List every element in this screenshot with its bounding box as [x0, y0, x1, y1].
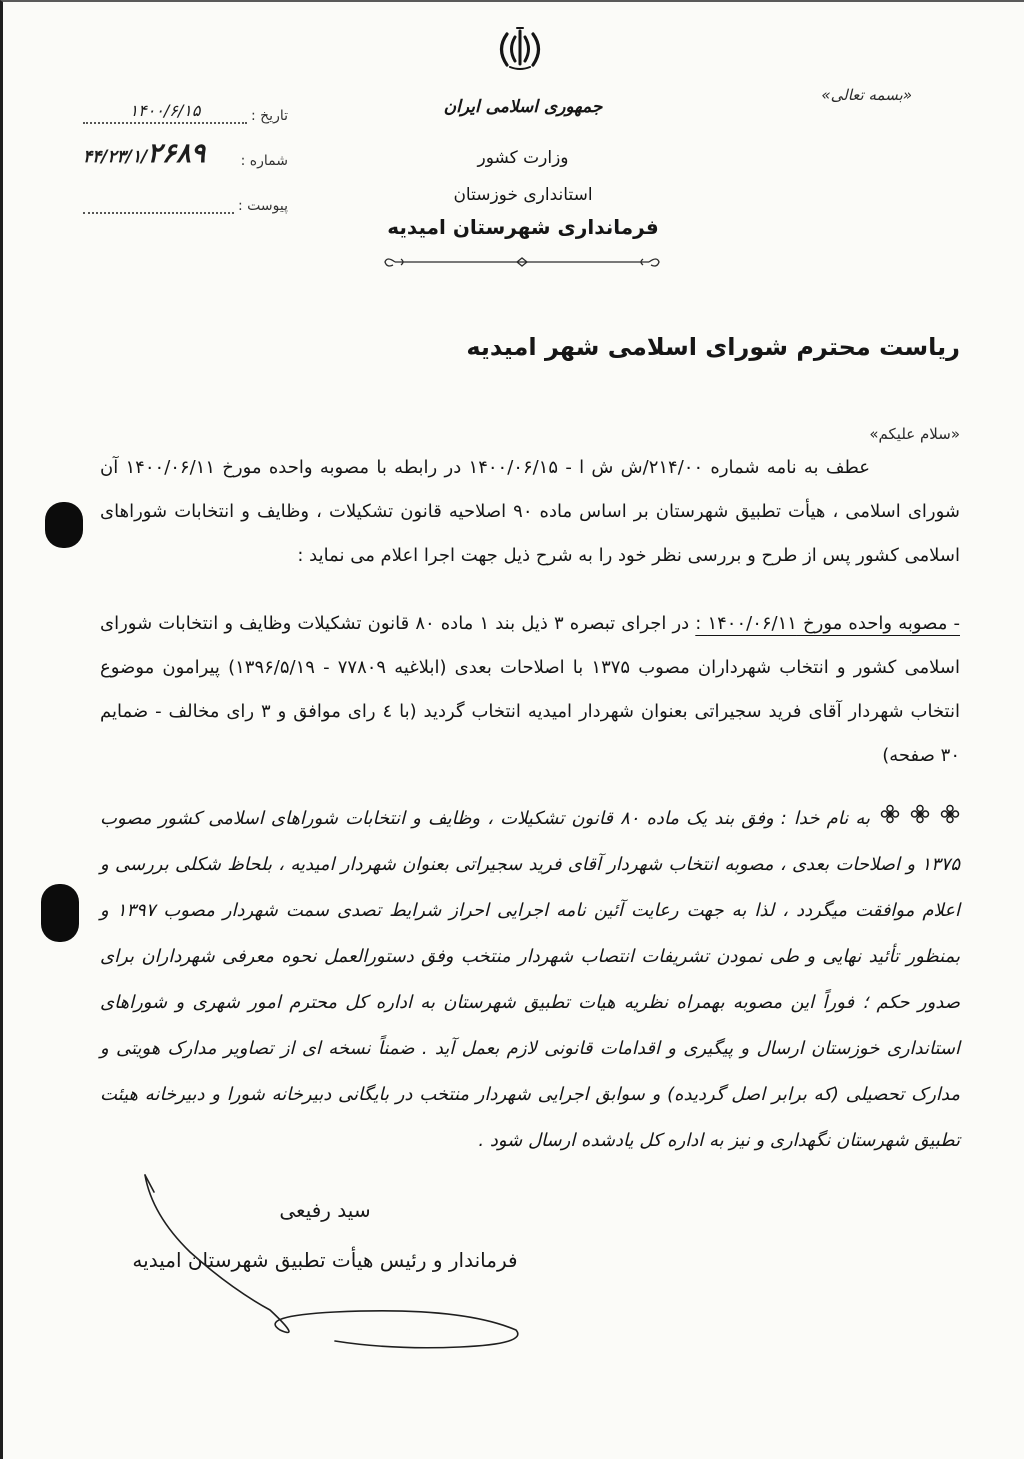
county-office: فرمانداری شهرستان امیدیه: [387, 215, 659, 239]
country-name: جمهوری اسلامی ایران: [443, 97, 603, 117]
header-divider: [381, 254, 663, 270]
punch-hole: [41, 884, 79, 942]
number-value: ۲۶۸۹: [147, 138, 206, 169]
resolution-text: در اجرای تبصره ۳ ذیل بند ۱ ماده ۸۰ قانون تشکیلات وظایف و انتخابات شورای اسلامی کشور و انتخاب شهرداران مصوب ۱۳۷۵ با اصلاحات بعدی (ابلاغیه ۷۷۸۰۹ - ۱۳۹۶/۵/۱۹) پیرامون موضوع انتخاب شهردار آقای فرید سجیراتی بعنوان شهردار امیدیه انتخاب گردید (با ٤ رای موافق و ۳ رای مخالف - ضمایم ۳۰ صفحه): [100, 613, 961, 766]
number-row: [83, 138, 288, 169]
paragraph-reference: عطف به نامه شماره ۲۱۴/۰۰/ش ش ا - ۱۴۰۰/۰۶/۱۵ در رابطه با مصوبه واحده مورخ ۱۴۰۰/۰۶/۱۱ آن شورای اسلامی ، هیأت تطبیق شهرستان بر اساس ماده ۹۰ اصلاحیه قانون تشکیلات ، وظایف و انتخابات شوراهای اسلامی کشور پس از طرح و بررسی نظر خود را به شرح ذیل جهت اجرا اعلام می نماید :: [100, 457, 960, 566]
signer-title: فرماندار و رئیس هیأت تطبیق شهرستان امیدیه: [132, 1248, 518, 1272]
date-field: [83, 100, 247, 124]
number-field: [83, 138, 237, 169]
paragraph-ruling: [100, 796, 960, 1164]
flower-icon: [880, 796, 900, 842]
attachment-row: [83, 190, 288, 214]
letter-meta: [83, 94, 288, 224]
flower-icon: [910, 796, 930, 842]
greeting-line: «سلام علیکم»: [869, 425, 960, 443]
attachment-label: پیوست :: [238, 198, 288, 214]
handwritten-signature: [130, 1170, 560, 1355]
recipient-line: ریاست محترم شورای اسلامی شهر امیدیه: [466, 333, 960, 361]
punch-hole: [45, 502, 83, 548]
attachment-field: [83, 190, 234, 214]
number-prefix: ۴۴/۲۳/۱/: [83, 147, 148, 167]
iran-emblem-icon: [495, 24, 545, 72]
date-row: [83, 100, 288, 124]
paragraph-resolution: [100, 602, 960, 778]
signer-name: سید رفیعی: [279, 1198, 371, 1222]
flower-icon: [940, 796, 960, 842]
signature-block: [100, 1190, 550, 1280]
ruling-text: به نام خدا : وفق بند یک ماده ۸۰ قانون تشکیلات ، وظایف و انتخابات شوراهای اسلامی کشور مصوب ۱۳۷۵ و اصلاحات بعدی ، مصوبه انتخاب شهردار آقای فرید سجیراتی بعنوان شهردار امیدیه ، بلحاظ شکلی بررسی و اعلام موافقت میگردد ، لذا به جهت رعایت آئین نامه اجرایی احراز شرایط تصدی سمت شهردار مصوب ۱۳۹۷ و بمنظور تأئید نهایی و طی نمودن تشریفات انتصاب شهردار منتخب وفق دستورالعمل نحوه معرفی شهرداران برای صدور حکم ؛ فوراً این مصوبه بهمراه نظریه هیات تطبیق شهرستان به اداره کل محترم امور شهری و شوراهای استانداری خوزستان ارسال و پیگیری و اقدامات قانونی لازم بعمل آید . ضمناً نسخه ای از تصاویر مدارک هویتی و مدارک تحصیلی (که برابر اصل گردیده) و سوابق اجرایی شهردار منتخب در بایگانی دبیرخانه شورا و دبیرخانه هیئت تطبیق شهرستان نگهداری و نیز به اداره کل یادشده ارسال شود .: [100, 808, 960, 1151]
letter-body: [100, 327, 960, 1280]
number-label: شماره :: [240, 153, 288, 169]
ministry-name: وزارت کشور: [477, 148, 569, 168]
invocation-text: «بسمه تعالی»: [821, 86, 912, 104]
date-label: تاریخ :: [250, 108, 288, 124]
date-value: ۱۴۰۰/۶/۱۵: [129, 101, 201, 120]
resolution-lead: - مصوبه واحده مورخ ۱۴۰۰/۰۶/۱۱ :: [695, 613, 960, 634]
province-office: استانداری خوزستان: [453, 185, 593, 205]
